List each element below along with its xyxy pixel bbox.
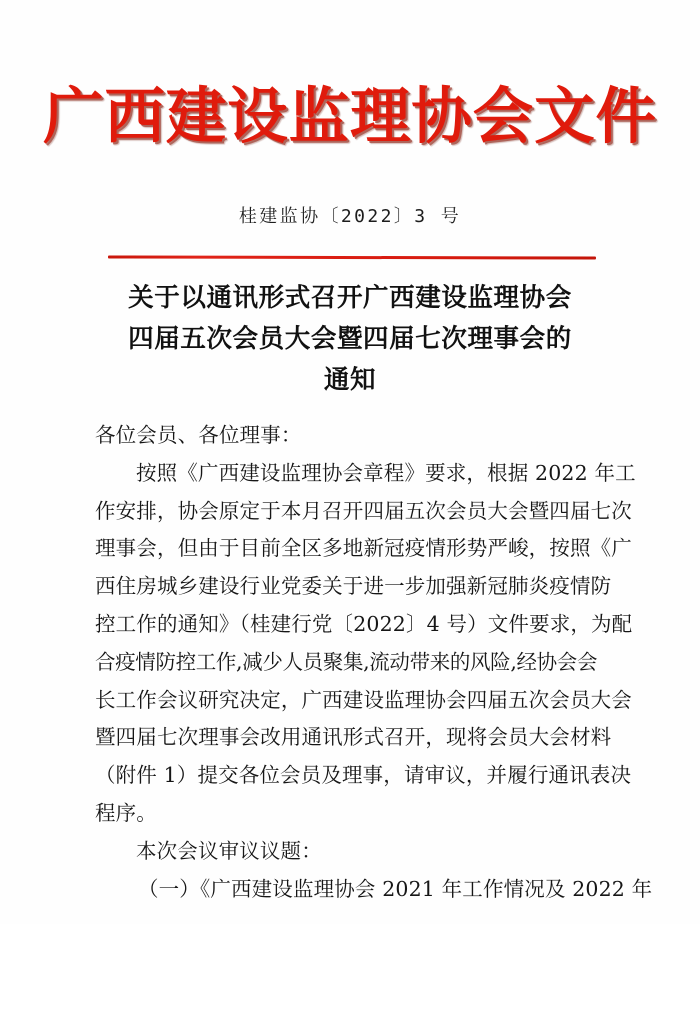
body-line-10: 程序。 xyxy=(95,800,157,825)
organization-masthead-title: 广西建设监理协会文件 xyxy=(43,81,657,152)
agenda-intro: 本次会议审议议题： xyxy=(136,838,322,863)
agenda-item-1: （一）《广西建设监理协会 2021 年工作情况及 2022 年 xyxy=(138,876,653,901)
document-serial-number: 桂建监协〔2022〕3 号 xyxy=(238,206,462,227)
page-bottom-margin xyxy=(0,924,700,1020)
document-body xyxy=(95,417,653,908)
body-line-1: 按照《广西建设监理协会章程》要求，根据 2022 年工 xyxy=(136,460,636,485)
body-line-9: （附件 1）提交各位会员及理事，请审议，并履行通讯表决 xyxy=(95,763,632,788)
body-line-4: 西住房城乡建设行业党委关于进一步加强新冠肺炎疫情防 xyxy=(95,574,612,599)
masthead xyxy=(0,81,700,152)
body-line-2: 作安排，协会原定于本月召开四届五次会员大会暨四届七次 xyxy=(95,498,632,523)
body-line-5: 控工作的通知》（桂建行党〔2022〕4 号）文件要求，为配 xyxy=(95,611,633,636)
main-title-line-2: 四届五次会员大会暨四届七次理事会的 xyxy=(128,324,572,354)
main-title-line-1: 关于以通讯形式召开广西建设监理协会 xyxy=(128,283,572,313)
salutation: 各位会员、各位理事： xyxy=(95,423,302,447)
body-line-6: 合疫情防控工作,减少人员聚集,流动带来的风险,经协会会 xyxy=(95,649,598,674)
main-title-line-3: 通知 xyxy=(323,365,377,395)
body-line-7: 长工作会议研究决定，广西建设监理协会四届五次会员大会 xyxy=(95,687,632,712)
red-separator-rule xyxy=(108,255,596,259)
body-line-3: 理事会，但由于目前全区多地新冠疫情形势严峻，按照《广 xyxy=(95,536,632,561)
document-main-title xyxy=(84,278,616,401)
body-line-8: 暨四届七次理事会改用通讯形式召开，现将会员大会材料 xyxy=(95,725,612,750)
